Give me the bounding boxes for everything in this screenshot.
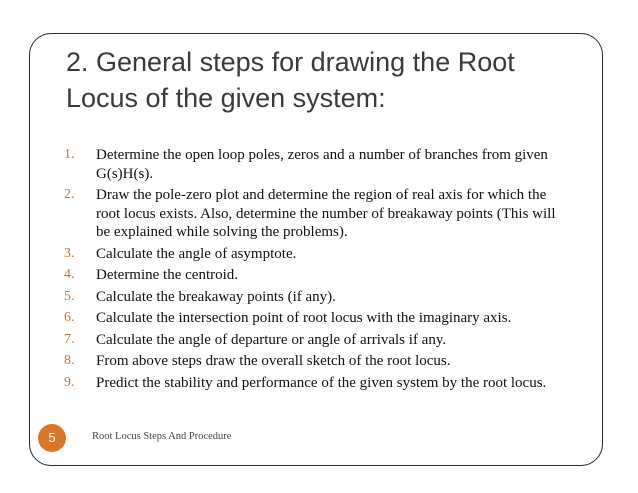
footer-text: Root Locus Steps And Procedure <box>92 431 232 442</box>
list-item <box>64 352 564 371</box>
step-number: 6. <box>64 310 75 325</box>
list-item <box>64 186 564 242</box>
list-item <box>64 309 564 328</box>
list-item <box>64 245 564 264</box>
list-item <box>64 146 564 183</box>
list-item <box>64 266 564 285</box>
step-number: 2. <box>64 187 75 202</box>
step-text: Draw the pole-zero plot and determine the region of real axis for which the root locus exists. Also, determine the number of breakaway points (This will be explained while solving the problems). <box>96 187 556 240</box>
list-item <box>64 331 564 350</box>
step-text: Calculate the breakaway points (if any). <box>96 288 336 305</box>
step-number: 3. <box>64 245 75 261</box>
step-number: 5. <box>64 288 75 304</box>
step-number: 8. <box>64 353 75 368</box>
step-text: Determine the centroid. <box>96 267 239 283</box>
step-number: 4. <box>64 267 75 282</box>
step-text: Determine the open loop poles, zeros and a number of branches from given G(s)H(s). <box>96 147 548 182</box>
steps-list <box>64 146 564 395</box>
step-number: 7. <box>64 331 75 347</box>
list-item <box>64 288 564 307</box>
step-text: Calculate the intersection point of root locus with the imaginary axis. <box>96 310 512 326</box>
step-text: Calculate the angle of asymptote. <box>96 245 297 262</box>
list-item <box>64 374 564 393</box>
step-number: 9. <box>64 374 75 390</box>
step-text: Predict the stability and performance of the given system by the root locus. <box>96 374 547 391</box>
step-text: Calculate the angle of departure or angle of arrivals if any. <box>96 331 447 348</box>
step-number: 1. <box>64 147 75 162</box>
slide-title: 2. General steps for drawing the Root Locus of the given system: <box>66 47 515 113</box>
page-number-badge: 5 <box>38 424 66 452</box>
step-text: From above steps draw the overall sketch of the root locus. <box>96 353 451 369</box>
